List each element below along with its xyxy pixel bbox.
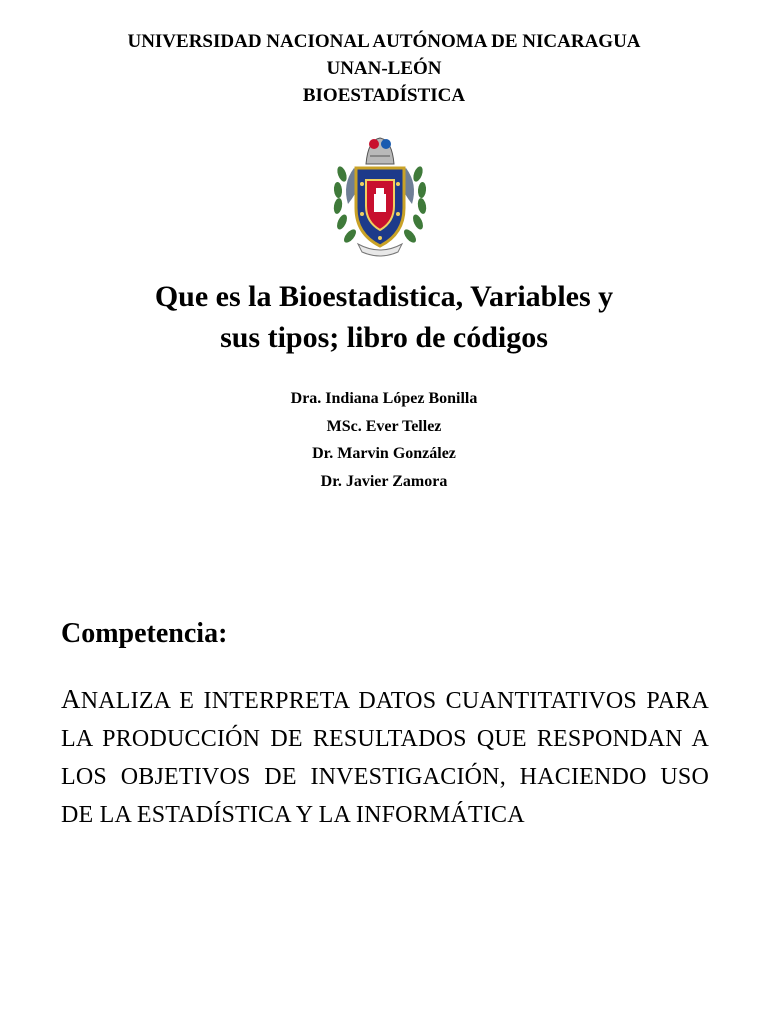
author-list [0, 385, 768, 495]
author-name: Dra. Indiana López Bonilla [290, 390, 478, 407]
university-seal-icon [332, 134, 428, 258]
title-line-2: sus tipos; libro de códigos [220, 321, 548, 354]
university-name: UNIVERSIDAD NACIONAL AUTÓNOMA DE NICARAGUA [127, 31, 641, 52]
author-name: MSc. Ever Tellez [326, 417, 442, 435]
author-name: Dr. Javier Zamora [320, 472, 448, 490]
document-header [0, 28, 768, 109]
author-name: Dr. Marvin González [312, 445, 456, 462]
competencia-text: ANALIZA E INTERPRETA DATOS CUANTITATIVOS PARA LA PRODUCCIÓN DE RESULTADOS QUE RESPONDAN A LOS OBJETIVOS DE INVESTIGACIÓN, HACIENDO USO DE LA ESTADÍSTICA Y LA INFORMÁTICA [61, 684, 709, 828]
competencia-heading: Competencia: [61, 618, 228, 649]
campus-name: UNAN-LEÓN [326, 58, 442, 79]
document-title [0, 276, 768, 358]
subject-name: BIOESTADÍSTICA [302, 85, 466, 106]
title-line-1: Que es la Bioestadistica, Variables y [154, 280, 614, 313]
